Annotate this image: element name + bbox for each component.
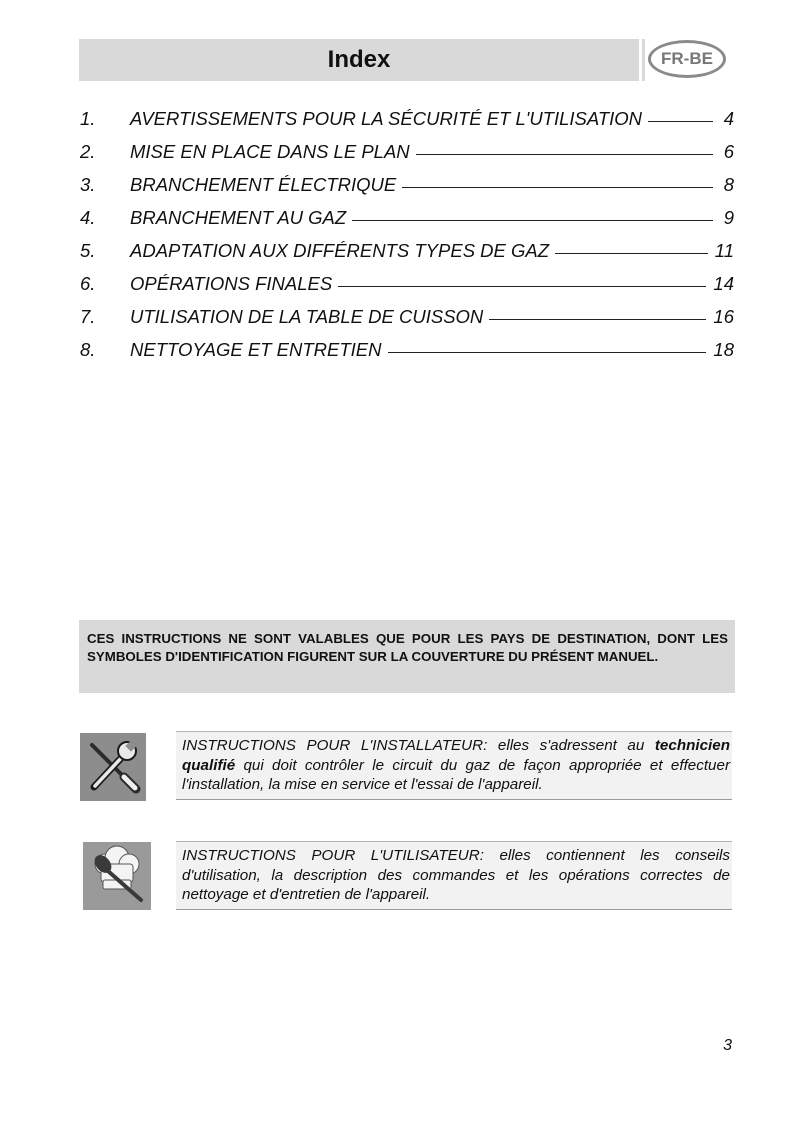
toc-leader-line — [555, 253, 708, 254]
installer-instructions — [176, 731, 732, 800]
toc-entry-number: 2. — [80, 141, 96, 162]
toc-entry-number: 1. — [80, 108, 96, 129]
tools-icon — [80, 733, 146, 801]
toc-entry-title: BRANCHEMENT AU GAZ — [130, 207, 347, 228]
toc-entry-title: BRANCHEMENT ÉLECTRIQUE — [130, 174, 397, 195]
page-number: 3 — [723, 1037, 732, 1054]
toc-entry-5[interactable] — [80, 240, 734, 273]
toc-leader-line — [402, 187, 713, 188]
toc-leader-line — [352, 220, 713, 221]
toc-entry-title: MISE EN PLACE DANS LE PLAN — [130, 141, 410, 162]
toc-entry-2[interactable] — [80, 141, 734, 174]
installer-text-start: INSTRUCTIONS POUR L'INSTALLATEUR: elles s'adressent au — [182, 737, 655, 754]
toc-entry-page: 8 — [723, 174, 734, 195]
installer-text-end: qui doit contrôler le circuit du gaz de façon appropriée et effectuer l'installation, la mise en service et l'essai de l'appareil. — [182, 756, 730, 793]
toc-entry-page: 6 — [723, 141, 734, 162]
toc-entry-page: 16 — [713, 306, 734, 327]
toc-entry-6[interactable] — [80, 273, 734, 306]
toc-leader-line — [338, 286, 706, 287]
toc-leader-line — [388, 352, 707, 353]
toc-entry-page: 14 — [713, 273, 734, 294]
toc-leader-line — [416, 154, 713, 155]
toc-entry-title: ADAPTATION AUX DIFFÉRENTS TYPES DE GAZ — [130, 240, 550, 261]
toc-entry-number: 4. — [80, 207, 96, 228]
user-instructions: INSTRUCTIONS POUR L'UTILISATEUR: elles contiennent les conseils d'utilisation, la description des commandes et les opérations correctes de nettoyage et d'entretien de l'appareil. — [176, 841, 732, 910]
toc-entry-number: 5. — [80, 240, 96, 261]
toc-entry-title: NETTOYAGE ET ENTRETIEN — [130, 339, 382, 360]
toc-entry-page: 18 — [713, 339, 734, 360]
chef-spoon-icon — [83, 842, 151, 910]
toc-entry-page: 4 — [723, 108, 734, 129]
toc-entry-title: UTILISATION DE LA TABLE DE CUISSON — [130, 306, 484, 327]
header-bar — [79, 39, 642, 81]
toc-entry-3[interactable] — [80, 174, 734, 207]
toc-entry-8[interactable] — [80, 339, 734, 372]
region-badge: FR-BE — [648, 40, 726, 78]
destination-notice: CES INSTRUCTIONS NE SONT VALABLES QUE POUR LES PAYS DE DESTINATION, DONT LES SYMBOLES D'IDENTIFICATION FIGURENT SUR LA COUVERTURE DU PRÉSENT MANUEL. — [79, 620, 735, 693]
toc-entry-number: 8. — [80, 339, 96, 360]
toc-leader-line — [648, 121, 713, 122]
toc-entry-number: 7. — [80, 306, 96, 327]
toc-entry-number: 6. — [80, 273, 96, 294]
installer-emphasis: technicien qualifié — [182, 737, 730, 774]
page-title: Index — [327, 46, 391, 73]
table-of-contents — [80, 108, 734, 372]
toc-entry-title: OPÉRATIONS FINALES — [130, 273, 333, 294]
toc-entry-page: 9 — [723, 207, 734, 228]
toc-entry-title: AVERTISSEMENTS POUR LA SÉCURITÉ ET L'UTILISATION — [130, 108, 643, 129]
toc-entry-1[interactable] — [80, 108, 734, 141]
toc-entry-7[interactable] — [80, 306, 734, 339]
toc-entry-4[interactable] — [80, 207, 734, 240]
toc-leader-line — [489, 319, 706, 320]
toc-entry-page: 11 — [714, 240, 734, 261]
toc-entry-number: 3. — [80, 174, 96, 195]
